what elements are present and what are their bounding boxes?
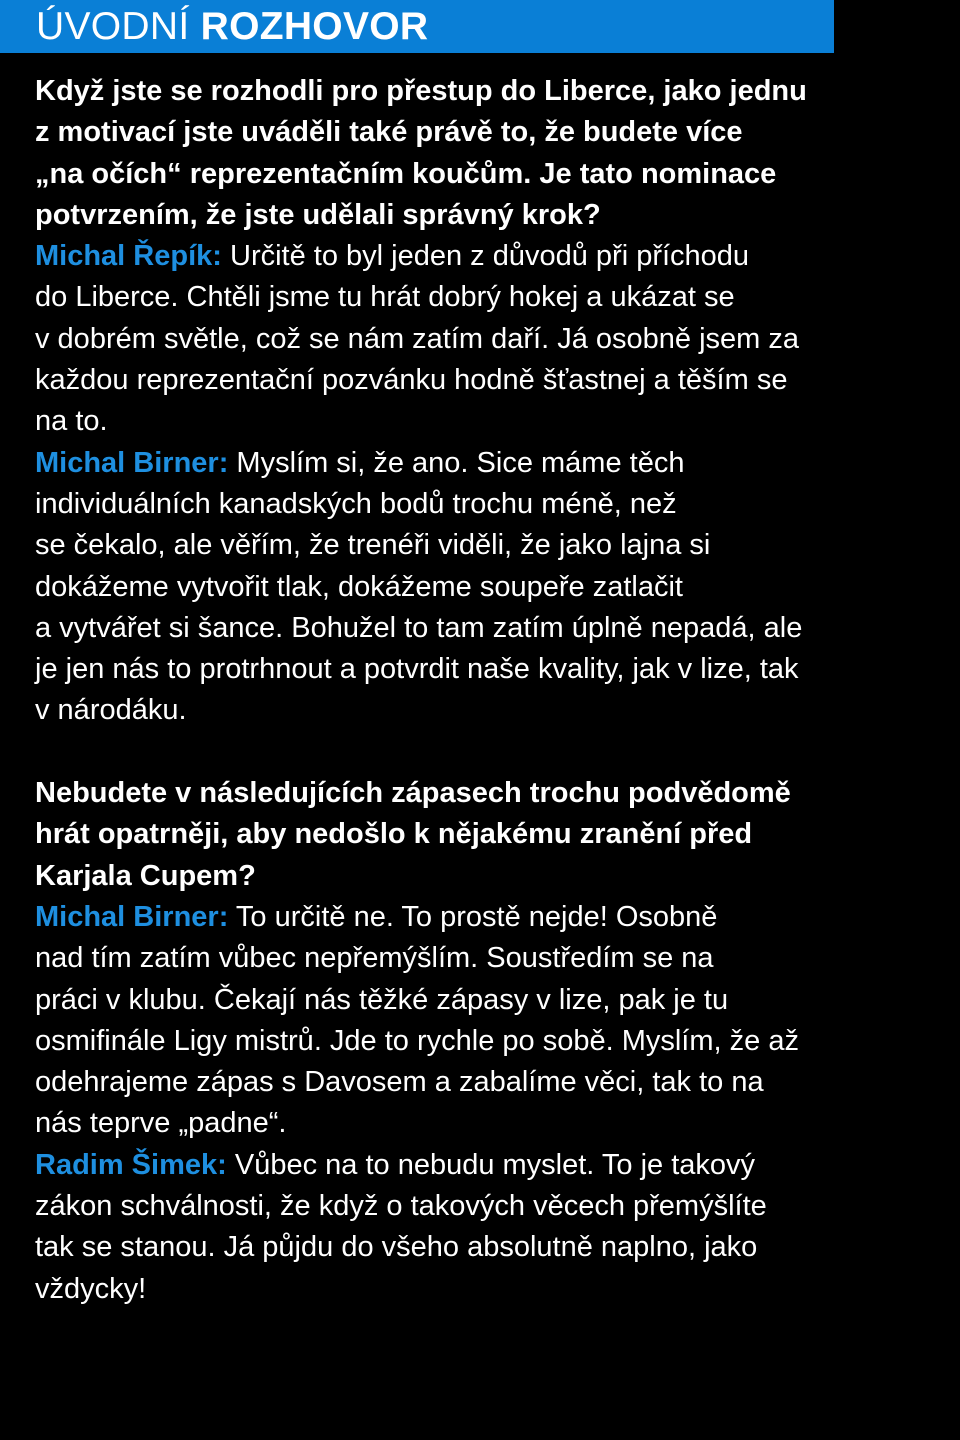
question-line: potvrzením, že jste udělali správný krok? (35, 198, 601, 231)
answer-line: a vytvářet si šance. Bohužel to tam zatím úplně nepadá, ale (35, 611, 803, 644)
answer-line: v národáku. (35, 694, 187, 727)
answer-line: v dobrém světle, což se nám zatím daří. Já osobně jsem za (35, 322, 799, 355)
question-line: „na očích“ reprezentačním koučům. Je tato nominace (35, 157, 777, 190)
answer-line: je jen nás to protrhnout a potvrdit naše kvality, jak v lize, tak (35, 653, 799, 686)
answer-1-2 (35, 443, 935, 732)
answer-text: Myslím si, že ano. Sice máme těch (228, 446, 685, 479)
answer-line (35, 897, 935, 938)
answer-line (35, 443, 935, 484)
speaker-name: Michal Řepík: (35, 240, 222, 273)
answer-line (35, 1145, 935, 1186)
speaker-name: Radim Šimek: (35, 1148, 227, 1181)
question-2 (35, 773, 935, 897)
answer-text: Určitě to byl jeden z důvodů při příchodu (221, 240, 750, 273)
answer-line: tak se stanou. Já půjdu do všeho absolutně naplno, jako (35, 1231, 758, 1264)
speaker-name: Michal Birner: (35, 900, 229, 933)
question-line: hrát opatrněji, aby nedošlo k nějakému zranění před (35, 818, 753, 851)
answer-line: se čekalo, ale věřím, že trenéři viděli, že jako lajna si (35, 529, 711, 562)
answer-line: do Liberce. Chtěli jsme tu hrát dobrý hokej a ukázat se (35, 281, 735, 314)
section-title (36, 0, 428, 53)
question-1 (35, 71, 935, 236)
answer-line: zákon schválnosti, že když o takových věcech přemýšlíte (35, 1190, 767, 1223)
section-header (0, 0, 834, 53)
answer-line: na to. (35, 405, 108, 438)
answer-line: individuálních kanadských bodů trochu méně, než (35, 487, 677, 520)
answer-line: nás teprve „padne“. (35, 1107, 287, 1140)
question-line: z motivací jste uváděli také právě to, že budete více (35, 116, 743, 149)
answer-text: Vůbec na to nebudu myslet. To je takový (226, 1148, 756, 1181)
speaker-name: Michal Birner: (35, 446, 229, 479)
answer-line: práci v klubu. Čekají nás těžké zápasy v lize, pak je tu (35, 983, 729, 1016)
answer-line: každou reprezentační pozvánku hodně šťastnej a těším se (35, 364, 788, 397)
answer-line: osmifinále Ligy mistrů. Jde to rychle po sobě. Myslím, že až (35, 1024, 799, 1057)
paragraph-gap (35, 732, 935, 773)
section-title-bold: ROZHOVOR (200, 5, 429, 48)
answer-line (35, 236, 935, 277)
question-line: Nebudete v následujících zápasech trochu podvědomě (35, 777, 791, 810)
answer-2-1 (35, 897, 935, 1145)
question-line: Když jste se rozhodli pro přestup do Liberce, jako jednu (35, 75, 807, 107)
section-title-light: ÚVODNÍ (36, 5, 190, 48)
answer-text: To určitě ne. To prostě nejde! Osobně (228, 900, 718, 933)
answer-line: dokážeme vytvořit tlak, dokážeme soupeře zatlačit (35, 570, 683, 603)
interview-body (35, 71, 935, 1310)
question-line: Karjala Cupem? (35, 859, 256, 892)
answer-2-2 (35, 1145, 935, 1310)
answer-line: nad tím zatím vůbec nepřemýšlím. Soustředím se na (35, 942, 714, 975)
answer-1-1 (35, 236, 935, 442)
answer-line: odehrajeme zápas s Davosem a zabalíme věci, tak to na (35, 1066, 764, 1099)
answer-line: vždycky! (35, 1272, 147, 1305)
